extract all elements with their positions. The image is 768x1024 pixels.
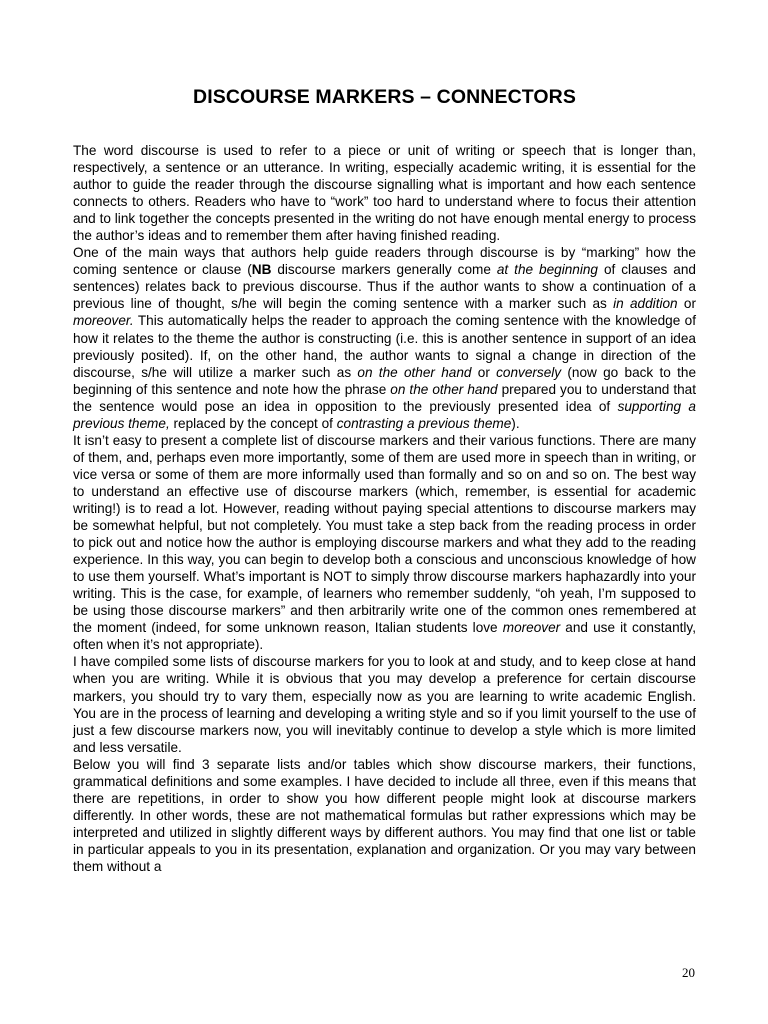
paragraph-3 bbox=[73, 432, 696, 654]
text-run: I have compiled some lists of discourse markers for you to look at and study, and to keep close at hand when you are writing. While it is obvious that you may develop a preference for certain discourse markers, you should try to vary them, especially now as you are learning to write academic English. You are in the process of learning and developing a writing style and so if you limit yourself to the use of just a few discourse markers now, you will inevitably continue to develop a style which is more limited and less versatile. bbox=[73, 654, 696, 755]
text-run: replaced by the concept of bbox=[169, 415, 337, 431]
text-run: One of the main ways that authors help guide readers through discourse is by “marking” how the coming sentence or clause ( bbox=[73, 245, 696, 278]
text-run: conversely bbox=[496, 364, 562, 380]
text-run: at the beginning bbox=[496, 262, 598, 278]
paragraph-list bbox=[73, 142, 696, 875]
text-run: supporting a previous theme, bbox=[73, 398, 696, 431]
text-run: moreover bbox=[502, 620, 561, 636]
paragraph-2 bbox=[73, 244, 696, 432]
text-run: discourse markers generally come bbox=[271, 262, 497, 278]
text-run: on the other hand bbox=[357, 364, 472, 380]
paragraph-1 bbox=[73, 142, 696, 244]
text-run: NB bbox=[251, 262, 272, 278]
text-run: (now go back to the beginning of this sentence and note how the phrase bbox=[73, 364, 697, 397]
paragraph-4 bbox=[73, 653, 696, 755]
paragraph-5 bbox=[73, 756, 696, 875]
text-run: moreover. bbox=[73, 313, 134, 329]
text-run: or bbox=[471, 364, 497, 380]
text-run: on the other hand bbox=[390, 381, 498, 397]
page-number: 20 bbox=[682, 965, 695, 980]
document-body bbox=[73, 86, 696, 875]
text-run: It isn’t easy to present a complete list of discourse markers and their various functions. There are many of them, and, perhaps even more importantly, some of them are used more in speech than in writing, or vice versa or some of them are more informally used than formally and so on and so on. The best way to understand an effective use of discourse markers (which, remember, is essential for academic writing!) is to read a lot. However, reading without paying special attentions to discourse markers may be somewhat helpful, but not completely. You must take a step back from the reading process in order to pick out and notice how the author is employing discourse markers and what they add to the reading experience. In this way, you can begin to develop both a conscious and unconscious knowledge of how to use them yourself. What’s important is NOT to simply throw discourse markers haphazardly into your writing. This is the case, for example, of learners who remember suddenly, “oh yeah, I’m supposed to be using those discourse markers” and then arbitrarily write one of the common ones remembered at the moment (indeed, for some unknown reason, Italian students love bbox=[73, 432, 696, 636]
text-run: in addition bbox=[613, 296, 678, 312]
text-run: of clauses and sentences) relates back to previous discourse. Thus if the author wants to show a continuation of a previous line of thought, s/he will begin the coming sentence with a marker such as bbox=[73, 262, 696, 312]
text-run: contrasting a previous theme bbox=[336, 415, 512, 431]
text-run: The word discourse is used to refer to a piece or unit of writing or speech that is longer than, respectively, a sentence or an utterance. In writing, especially academic writing, it is essential for the author to guide the reader through the discourse signalling what is important and how each sentence connects to others. Readers who have to “work” too hard to understand where to focus their attention and to link together the concepts presented in the writing do not have enough mental energy to process the author’s ideas and to remember them after having finished reading. bbox=[73, 143, 696, 244]
text-run: This automatically helps the reader to approach the coming sentence with the knowledge of how it relates to the theme the author is constructing (i.e. this is another sentence in support of an idea previously posited). If, on the other hand, the author wants to signal a change in direction of the discourse, s/he will utilize a marker such as bbox=[73, 313, 696, 380]
text-run: prepared you to understand that the sentence would pose an idea in opposition to the previously presented idea of bbox=[73, 381, 697, 414]
text-run: and use it constantly, often when it’s not appropriate). bbox=[73, 620, 696, 653]
text-run: or bbox=[677, 296, 696, 312]
text-run: ). bbox=[511, 415, 520, 431]
text-run: Below you will find 3 separate lists and/or tables which show discourse markers, their functions, grammatical definitions and some examples. I have decided to include all three, even if this means that there are repetitions, in order to show you how different people might look at discourse markers differently. In other words, these are not mathematical formulas but rather expressions which may be interpreted and utilized in slightly different ways by different authors. You may find that one list or table in particular appeals to you in its presentation, explanation and organization. Or you may vary between them without a bbox=[73, 756, 696, 874]
document-title: DISCOURSE MARKERS – CONNECTORS bbox=[193, 86, 576, 108]
